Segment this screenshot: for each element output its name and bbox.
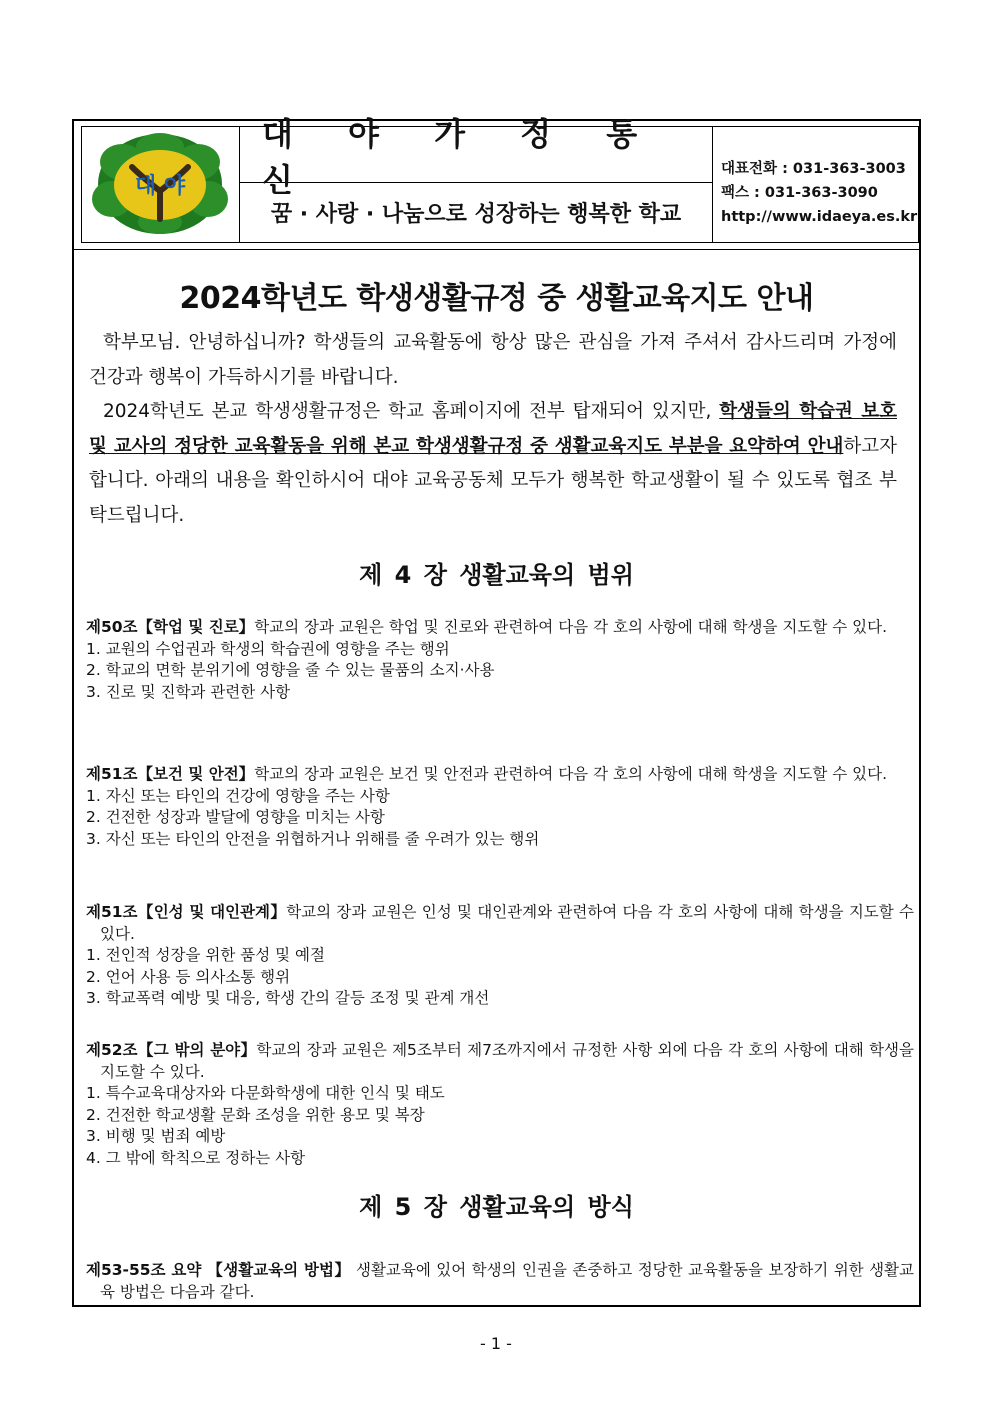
- list-item: 2. 건전한 학교생활 문화 조성을 위한 용모 및 복장: [86, 1105, 425, 1124]
- article-53-55: [86, 1260, 914, 1303]
- article-label: 제51조【인성 및 대인관계】: [86, 903, 287, 921]
- contact-info: [713, 127, 918, 242]
- article-label: 제50조【학업 및 진로】: [86, 618, 255, 636]
- intro-text: [89, 326, 897, 533]
- list-item: 4. 그 밖에 학칙으로 정하는 사항: [86, 1148, 306, 1167]
- article-51-health: [86, 764, 914, 850]
- article-head: [86, 902, 914, 945]
- website-link[interactable]: http://www.idaeya.es.kr: [721, 209, 918, 225]
- list-item: 3. 자신 또는 타인의 안전을 위협하거나 위해를 줄 우려가 있는 행위: [86, 829, 540, 848]
- list-item: 3. 진로 및 진학과 관련한 사항: [86, 682, 291, 701]
- list-item: 2. 학교의 면학 분위기에 영향을 줄 수 있는 물품의 소지·사용: [86, 661, 495, 679]
- article-label: 제52조【그 밖의 분야】: [86, 1041, 257, 1059]
- list-item: 1. 자신 또는 타인의 건강에 영향을 주는 사항: [86, 786, 390, 805]
- chapter-5-heading: 제 5 장 생활교육의 방식: [359, 1193, 634, 1221]
- article-head: [86, 1260, 914, 1303]
- article-51-character: [86, 902, 914, 1010]
- list-item: 3. 비행 및 범죄 예방: [86, 1127, 226, 1145]
- article-52: [86, 1040, 914, 1169]
- school-emblem-icon: [82, 127, 238, 242]
- list-item: 2. 언어 사용 등 의사소통 행위: [86, 967, 291, 986]
- header-divider: [74, 249, 919, 250]
- list-item: 1. 전인적 성장을 위한 품성 및 예절: [86, 946, 326, 964]
- document-title: 2024학년도 학생생활규정 중 생활교육지도 안내: [179, 281, 814, 316]
- article-head: [86, 617, 914, 639]
- list-item: 3. 학교폭력 예방 및 대응, 학생 간의 갈등 조정 및 관계 개선: [86, 989, 490, 1007]
- intro-paragraph-2: [89, 395, 897, 533]
- page-number: - 1 -: [480, 1334, 512, 1353]
- article-text: 학교의 장과 교원은 학업 및 진로와 관련하여 다음 각 호의 사항에 대해 학생을 지도할 수 있다.: [254, 618, 888, 636]
- list-item: 1. 교원의 수업권과 학생의 학습권에 영향을 주는 행위: [86, 639, 450, 658]
- intro-paragraph-2-end: 하고자 합니다. 아래의 내용을 확인하시어 대야 교육공동체 모두가 행복한 학교생활이 될 수 있도록 협조 부탁드립니다.: [89, 435, 897, 526]
- list-item: 2. 건전한 성장과 발달에 영향을 미치는 사항: [86, 808, 385, 826]
- article-text: 학교의 장과 교원은 인성 및 대인관계와 관련하여 다음 각 호의 사항에 대해 학생을 지도할 수 있다.: [100, 903, 914, 943]
- newsletter-title: 대 야 가 정 통 신: [240, 127, 712, 183]
- intro-paragraph-1: 학부모님. 안녕하십니까? 학생들의 교육활동에 항상 많은 관심을 가져 주셔서 감사드리며 가정에 건강과 행복이 가득하시기를 바랍니다.: [89, 332, 897, 388]
- article-label: 제51조【보건 및 안전】: [86, 765, 255, 783]
- school-logo: [82, 127, 240, 242]
- chapter-4-heading: 제 4 장 생활교육의 범위: [359, 561, 634, 589]
- article-50: [86, 617, 914, 703]
- article-head: [86, 764, 914, 786]
- article-label: 제53-55조 요약 【생활교육의 방법】: [86, 1261, 351, 1279]
- document-frame: [72, 114, 921, 1307]
- article-head: [86, 1040, 914, 1083]
- school-slogan: 꿈 · 사랑 · 나눔으로 성장하는 행복한 학교: [270, 202, 682, 227]
- article-text: 생활교육에 있어 학생의 인권을 존중하고 정당한 교육활동을 보장하기 위한 생활교육 방법은 다음과 같다.: [100, 1261, 914, 1301]
- intro-highlight: 학생들의 학습권 보호 및 교사의 정당한 교육활동을 위해 본교 학생생활규정 중 생활교육지도 부분을 요약하여 안내: [89, 401, 897, 457]
- article-text: 학교의 장과 교원은 보건 및 안전과 관련하여 다음 각 호의 사항에 대해 학생을 지도할 수 있다.: [254, 765, 888, 783]
- newsletter-header: [81, 114, 919, 243]
- logo-lettering: 대 야: [134, 174, 186, 199]
- title-cell: [240, 114, 713, 242]
- list-item: 1. 특수교육대상자와 다문화학생에 대한 인식 및 태도: [86, 1084, 445, 1102]
- phone-number: 대표전화 : 031-363-3003: [721, 161, 906, 177]
- intro-paragraph-2-start: 2024학년도 본교 학생생활규정은 학교 홈페이지에 전부 탑재되어 있지만,: [103, 401, 720, 422]
- article-text: 학교의 장과 교원은 제5조부터 제7조까지에서 규정한 사항 외에 다음 각 호의 사항에 대해 학생을 지도할 수 있다.: [100, 1041, 914, 1081]
- fax-number: 팩스 : 031-363-3090: [721, 185, 878, 201]
